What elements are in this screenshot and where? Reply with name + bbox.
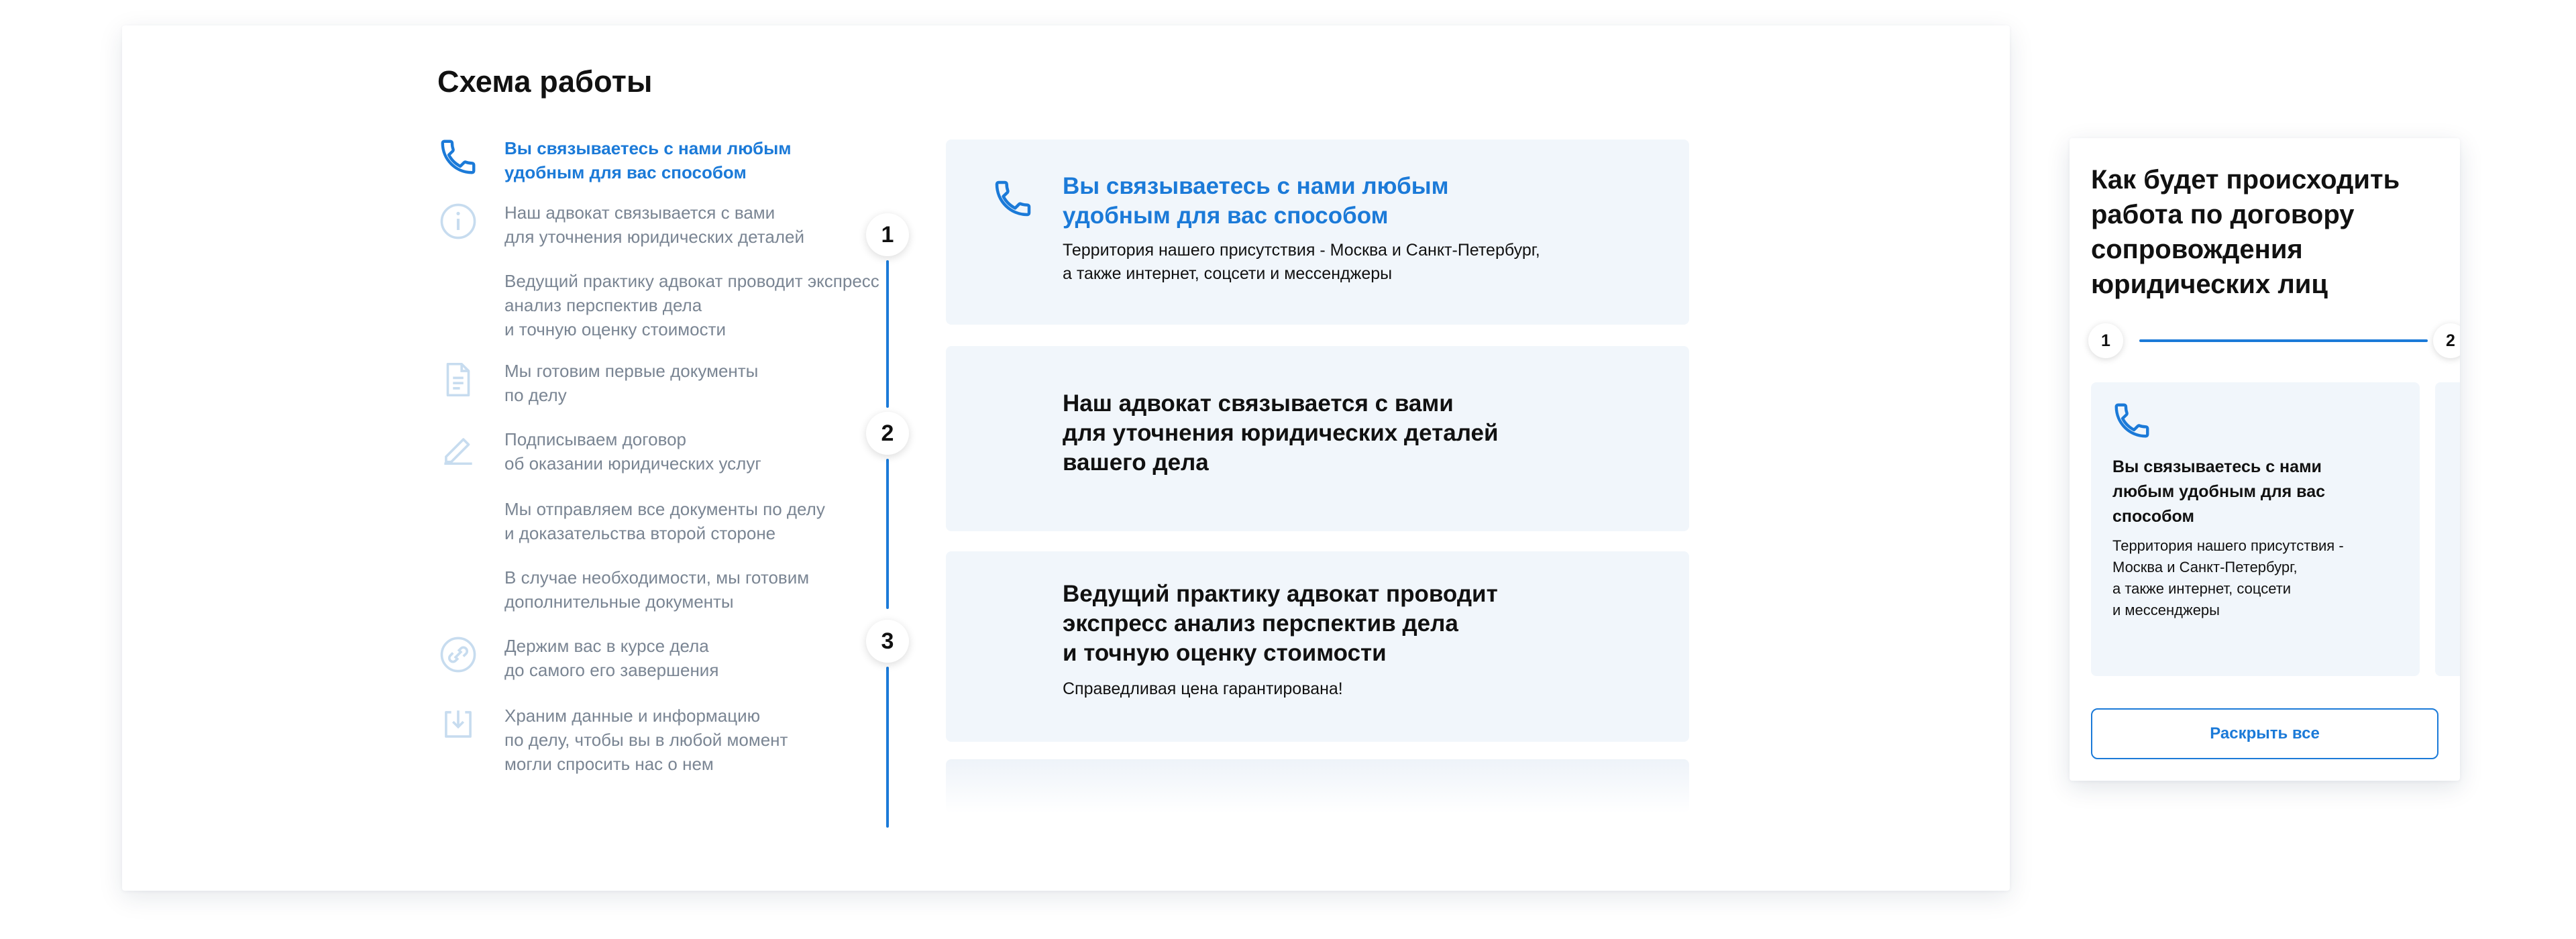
step-label: Наш адвокат связывается с вами для уточнения юридических деталей bbox=[504, 203, 805, 247]
card-description: Территория нашего присутствия - Москва и Санкт-Петербург, а также интернет, соцсети и мессенджеры bbox=[1063, 241, 1540, 283]
timeline-line bbox=[886, 459, 889, 609]
step-label: Держим вас в курсе дела до самого его завершения bbox=[504, 636, 719, 680]
timeline-line bbox=[886, 667, 889, 828]
step-timeline bbox=[863, 213, 912, 857]
pen-icon bbox=[437, 427, 479, 469]
timeline-step-1[interactable]: 1 bbox=[866, 213, 909, 256]
mobile-step-card bbox=[2091, 382, 2420, 676]
section-title: Схема работы bbox=[437, 64, 653, 99]
card-title: Ведущий практику адвокат проводит экспресс анализ перспектив дела и точную оценку стоимости bbox=[1063, 581, 1498, 666]
mobile-next-card[interactable] bbox=[2435, 382, 2460, 676]
card-title: Наш адвокат связывается с вами для уточнения юридических деталей вашего дела bbox=[1063, 390, 1499, 476]
mobile-card-description: Территория нашего присутствия - Москва и Санкт-Петербург, а также интернет, соцсети и мессенджеры bbox=[2112, 537, 2344, 618]
mobile-step-1[interactable]: 1 bbox=[2088, 323, 2123, 358]
link-icon bbox=[437, 634, 479, 675]
mobile-step-2[interactable]: 2 bbox=[2433, 323, 2460, 358]
work-scheme-section bbox=[122, 25, 2010, 891]
timeline-line bbox=[886, 260, 889, 408]
phone-icon bbox=[991, 177, 1034, 220]
mobile-title: Как будет происходить работа по договору сопровождения юридических лиц bbox=[2091, 165, 2400, 299]
info-icon bbox=[437, 201, 479, 242]
step-detail-card-1 bbox=[946, 140, 1689, 325]
step-label: Подписываем договор об оказании юридических услуг bbox=[504, 429, 761, 474]
phone-icon bbox=[437, 136, 479, 178]
step-label: Вы связываетесь с нами любым удобным для вас способом bbox=[504, 138, 792, 182]
mobile-card-title: Вы связываетесь с нами любым удобным для вас способом bbox=[2112, 457, 2326, 526]
timeline-step-3[interactable]: 3 bbox=[866, 620, 909, 663]
mobile-preview bbox=[2070, 138, 2460, 781]
step-label: Мы отправляем все документы по делу и доказательства второй стороне bbox=[504, 499, 825, 543]
step-label: Храним данные и информацию по делу, чтобы вы в любой момент могли спросить нас о нем bbox=[504, 706, 788, 774]
mobile-step-progress bbox=[2139, 339, 2428, 342]
download-box-icon bbox=[437, 704, 479, 745]
step-detail-card-3 bbox=[946, 551, 1689, 742]
step-detail-card-2 bbox=[946, 346, 1689, 531]
step-label: В случае необходимости, мы готовим дополнительные документы bbox=[504, 567, 810, 612]
step-detail-card-4 bbox=[946, 759, 1689, 813]
timeline-step-2[interactable]: 2 bbox=[866, 412, 909, 455]
card-title: Вы связываетесь с нами любым удобным для вас способом bbox=[1063, 173, 1449, 229]
document-icon bbox=[437, 359, 479, 400]
phone-icon bbox=[2111, 400, 2153, 441]
expand-all-button[interactable]: Раскрыть все bbox=[2091, 708, 2438, 759]
step-label: Мы готовим первые документы по делу bbox=[504, 361, 759, 405]
step-label: Ведущий практику адвокат проводит экспресс анализ перспектив дела и точную оценку стоимости bbox=[504, 271, 879, 339]
card-description: Справедливая цена гарантирована! bbox=[1063, 679, 1343, 698]
